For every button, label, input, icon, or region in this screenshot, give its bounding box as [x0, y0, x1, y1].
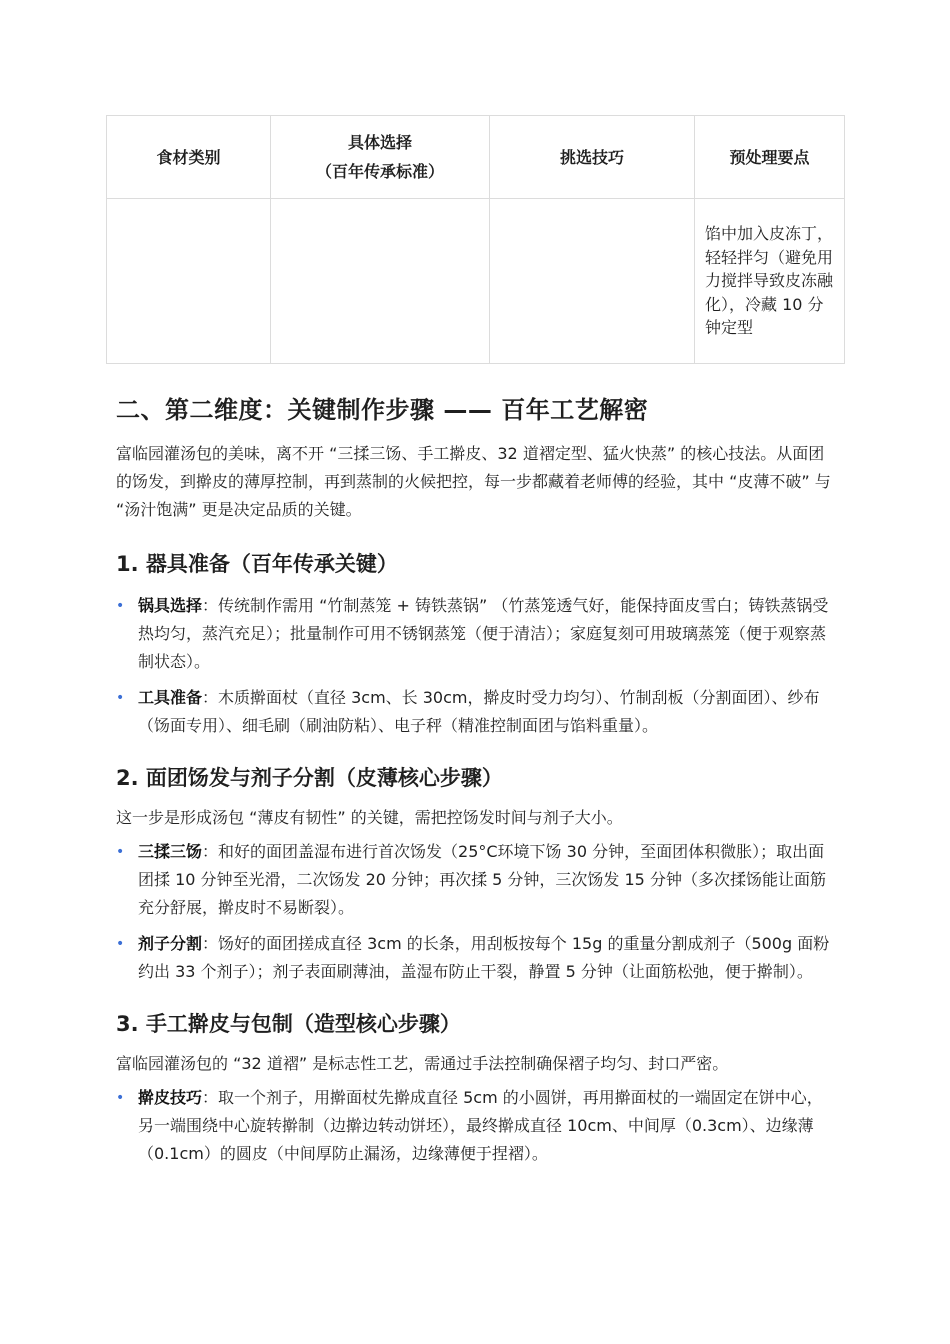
table-cell [107, 199, 271, 364]
step2-list [116, 838, 838, 986]
step3-list [116, 1084, 838, 1168]
bullet-text: ：和好的面团盖湿布进行首次饧发（25°C环境下饧 30 分钟，至面团体积微胀）；取出面团揉 10 分钟至光滑，二次饧发 20 分钟；再次揉 5 分钟，三次饧发 15 分钟（多次揉饧能让面筋充分舒展，擀皮时不易断裂）。 [138, 842, 826, 917]
bullet-label: 工具准备 [138, 688, 203, 707]
step2-intro: 这一步是形成汤包 “薄皮有韧性” 的关键，需把控饧发时间与剂子大小。 [116, 808, 623, 827]
bullet-icon: • [116, 936, 125, 952]
list-item [116, 684, 838, 740]
header-tips: 挑选技巧 [490, 116, 695, 199]
header-choice-sub: （百年传承标准） [315, 162, 444, 181]
header-category: 食材类别 [107, 116, 271, 199]
step1-list [116, 592, 838, 740]
header-choice [271, 116, 490, 199]
table-header-row [107, 116, 845, 199]
bullet-text: ：取一个剂子，用擀面杖先擀成直径 5cm 的小圆饼，再用擀面杖的一端固定在饼中心，另一端围绕中心旋转擀制（边擀边转动饼坯），最终擀成直径 10cm、中间厚（0.3cm）、边缘薄（0.1cm）的圆皮（中间厚防止漏汤，边缘薄便于捏褶）。 [138, 1088, 823, 1163]
bullet-icon: • [116, 598, 125, 614]
bullet-label: 锅具选择 [138, 596, 203, 615]
step3-title: 3. 手工擀皮与包制（造型核心步骤） [116, 1012, 461, 1036]
bullet-text: ：饧好的面团搓成直径 3cm 的长条，用刮板按每个 15g 的重量分割成剂子（500g 面粉约出 33 个剂子）；剂子表面刷薄油，盖湿布防止干裂，静置 5 分钟（让面筋松弛，便于擀制）。 [138, 934, 830, 981]
bullet-text: ：木质擀面杖（直径 3cm、长 30cm，擀皮时受力均匀）、竹制刮板（分割面团）、纱布（饧面专用）、细毛刷（刷油防粘）、电子秤（精准控制面团与馅料重量）。 [138, 688, 820, 735]
list-item [116, 1084, 838, 1168]
bullet-icon: • [116, 1090, 125, 1106]
section-intro: 富临园灌汤包的美味，离不开 “三揉三饧、手工擀皮、32 道褶定型、猛火快蒸” 的核心技法。从面团的饧发，到擀皮的薄厚控制，再到蒸制的火候把控，每一步都藏着老师傅的经验，其中 “皮薄不破” 与 “汤汁饱满” 更是决定品质的关键。 [116, 444, 831, 519]
step1-title: 1. 器具准备（百年传承关键） [116, 552, 398, 576]
bullet-label: 三揉三饧 [138, 842, 203, 861]
main-content [116, 386, 838, 1168]
list-item [116, 838, 838, 922]
bullet-label: 擀皮技巧 [138, 1088, 203, 1107]
table-row [107, 199, 845, 364]
step3-intro: 富临园灌汤包的 “32 道褶” 是标志性工艺，需通过手法控制确保褶子均匀、封口严密。 [116, 1054, 729, 1073]
ingredients-table [106, 115, 845, 364]
bullet-icon: • [116, 690, 125, 706]
bullet-text: ：传统制作需用 “竹制蒸笼 + 铸铁蒸锅” （竹蒸笼透气好，能保持面皮雪白；铸铁蒸锅受热均匀，蒸汽充足）；批量制作可用不锈钢蒸笼（便于清洁）；家庭复刻可用玻璃蒸笼（便于观察蒸制状态）。 [138, 596, 829, 671]
table-cell [271, 199, 490, 364]
bullet-label: 剂子分割 [138, 934, 203, 953]
table-cell [490, 199, 695, 364]
section-title: 二、第二维度：关键制作步骤 —— 百年工艺解密 [116, 396, 649, 424]
list-item [116, 592, 838, 676]
header-prep: 预处理要点 [695, 116, 845, 199]
step2-title: 2. 面团饧发与剂子分割（皮薄核心步骤） [116, 766, 503, 790]
table-cell-prep: 馅中加入皮冻丁，轻轻拌匀（避免用力搅拌导致皮冻融化），冷藏 10 分钟定型 [695, 199, 845, 364]
bullet-icon: • [116, 844, 125, 860]
header-choice-main: 具体选择 [347, 133, 412, 152]
list-item [116, 930, 838, 986]
